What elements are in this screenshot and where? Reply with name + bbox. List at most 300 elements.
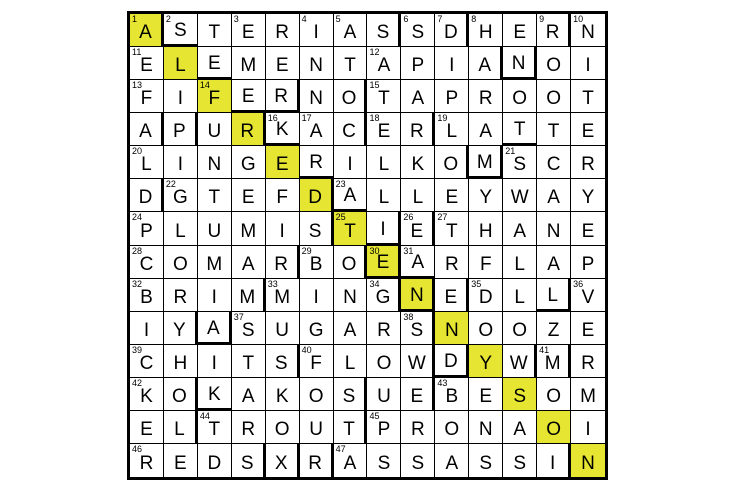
grid-cell-r13c1[interactable]	[130, 411, 164, 444]
grid-cell-r6c11[interactable]	[469, 179, 503, 212]
grid-cell-r13c7[interactable]	[334, 411, 368, 444]
grid-cell-r13c13[interactable]	[537, 411, 571, 444]
cell-letter: I	[313, 286, 319, 308]
grid-cell-r12c3[interactable]	[198, 378, 232, 411]
grid-cell-r10c4[interactable]	[232, 312, 266, 345]
cell-letter: S	[479, 453, 493, 474]
cell-letter: E	[581, 319, 595, 341]
grid-cell-r11c6[interactable]	[300, 345, 334, 378]
grid-cell-r11c1[interactable]	[130, 345, 164, 378]
cell-letter: I	[177, 154, 184, 176]
grid-cell-r9c7[interactable]	[334, 279, 368, 312]
grid-cell-r1c2[interactable]	[164, 14, 198, 47]
grid-cell-r3c10[interactable]	[435, 80, 469, 113]
grid-cell-r11c11[interactable]	[469, 345, 503, 378]
grid-cell-r9c3[interactable]	[198, 279, 232, 312]
grid-cell-r12c5[interactable]	[266, 378, 300, 411]
grid-cell-r5c14[interactable]	[571, 146, 605, 179]
grid-cell-r3c7[interactable]	[334, 80, 368, 113]
grid-cell-r14c1[interactable]	[130, 444, 164, 477]
grid-cell-r2c9[interactable]	[401, 47, 435, 80]
grid-cell-r4c12[interactable]	[503, 113, 537, 146]
cell-number: 44	[199, 410, 210, 421]
cell-letter: I	[585, 55, 591, 77]
cell-number: 12	[369, 47, 380, 58]
grid-cell-r7c9[interactable]	[401, 212, 435, 245]
grid-cell-r2c4[interactable]	[232, 47, 266, 80]
cell-letter: R	[308, 453, 322, 474]
cell-letter: E	[275, 55, 289, 77]
cell-letter: G	[172, 187, 188, 209]
grid-cell-r4c13[interactable]	[537, 113, 571, 146]
cell-letter: S	[342, 385, 356, 407]
grid-cell-r9c2[interactable]	[164, 279, 198, 312]
cell-letter: M	[580, 385, 596, 407]
grid-cell-r12c14[interactable]	[571, 378, 605, 411]
cell-letter: R	[581, 154, 595, 176]
grid-cell-r14c10[interactable]	[435, 444, 469, 477]
grid-cell-r10c1[interactable]	[130, 312, 164, 345]
grid-cell-r1c6[interactable]	[300, 14, 334, 47]
grid-cell-r13c11[interactable]	[469, 411, 503, 444]
cell-letter: N	[309, 55, 323, 77]
grid-cell-r12c2[interactable]	[164, 378, 198, 411]
grid-cell-r4c9[interactable]	[401, 113, 435, 146]
cell-letter: O	[443, 154, 459, 176]
grid-cell-r11c4[interactable]	[232, 345, 266, 378]
grid-cell-r14c8[interactable]	[367, 444, 401, 477]
cell-letter: R	[240, 121, 255, 143]
grid-cell-r12c12[interactable]	[503, 378, 537, 411]
grid-cell-r13c10[interactable]	[435, 411, 469, 444]
grid-cell-r3c3[interactable]	[198, 80, 232, 113]
grid-cell-r5c11[interactable]	[469, 146, 503, 179]
cell-letter: T	[208, 418, 221, 440]
grid-cell-r2c7[interactable]	[334, 47, 368, 80]
cell-letter: O	[478, 319, 494, 341]
grid-cell-r1c14[interactable]	[571, 14, 605, 47]
grid-cell-r10c9[interactable]	[401, 312, 435, 345]
cell-letter: C	[342, 121, 356, 143]
cell-letter: I	[143, 319, 150, 341]
cell-letter: T	[547, 121, 560, 143]
grid-cell-r6c12[interactable]	[503, 179, 537, 212]
grid-cell-r4c4[interactable]	[232, 113, 266, 146]
grid-cell-r7c4[interactable]	[232, 212, 266, 245]
grid-cell-r8c3[interactable]	[198, 246, 232, 279]
grid-cell-r8c1[interactable]	[130, 246, 164, 279]
grid-cell-r9c4[interactable]	[232, 279, 266, 312]
cell-letter: R	[309, 152, 323, 174]
cell-letter: T	[208, 187, 221, 209]
grid-cell-r14c4[interactable]	[232, 444, 266, 477]
grid-cell-r3c5[interactable]	[266, 80, 300, 113]
cell-letter: H	[173, 352, 188, 374]
grid-cell-r2c12[interactable]	[503, 47, 537, 80]
grid-cell-r12c4[interactable]	[232, 378, 266, 411]
grid-cell-r11c8[interactable]	[367, 345, 401, 378]
grid-cell-r11c2[interactable]	[164, 345, 198, 378]
cell-letter: C	[139, 253, 154, 275]
cell-number: 35	[471, 278, 482, 289]
grid-cell-r10c6[interactable]	[300, 312, 334, 345]
grid-cell-r8c2[interactable]	[164, 246, 198, 279]
cell-number: 27	[437, 212, 448, 223]
grid-cell-r11c10[interactable]	[435, 345, 469, 378]
cell-letter: F	[479, 253, 492, 275]
grid-cell-r13c2[interactable]	[164, 411, 198, 444]
cell-letter: F	[140, 88, 153, 110]
grid-cell-r4c7[interactable]	[334, 113, 368, 146]
cell-letter: E	[513, 22, 527, 44]
grid-cell-r2c3[interactable]	[198, 47, 232, 80]
cell-letter: I	[211, 286, 217, 308]
cell-letter: M	[239, 286, 256, 308]
grid-cell-r14c14[interactable]	[571, 444, 605, 477]
grid-cell-r1c4[interactable]	[232, 14, 266, 47]
grid-cell-r9c14[interactable]	[571, 279, 605, 312]
cell-number: 21	[505, 146, 516, 157]
cell-letter: B	[445, 385, 459, 407]
grid-cell-r6c3[interactable]	[198, 179, 232, 212]
cell-letter: L	[344, 352, 356, 374]
cell-letter: R	[377, 319, 391, 341]
grid-cell-r12c13[interactable]	[537, 378, 571, 411]
grid-cell-r6c2[interactable]	[164, 179, 198, 212]
cell-letter: Y	[173, 319, 186, 341]
grid-cell-r5c6[interactable]	[300, 146, 334, 179]
cell-letter: K	[275, 119, 289, 141]
cell-letter: T	[582, 88, 594, 110]
grid-cell-r2c5[interactable]	[266, 47, 300, 80]
grid-cell-r5c2[interactable]	[164, 146, 198, 179]
cell-letter: C	[139, 352, 154, 374]
cell-letter: I	[313, 22, 319, 44]
grid-cell-r11c7[interactable]	[334, 345, 368, 378]
grid-cell-r13c6[interactable]	[300, 411, 334, 444]
cell-letter: P	[411, 55, 425, 77]
cell-number: 42	[132, 377, 143, 388]
cell-letter: M	[240, 55, 257, 77]
grid-cell-r1c9[interactable]	[401, 14, 435, 47]
cell-letter: L	[547, 284, 558, 306]
grid-cell-r2c11[interactable]	[469, 47, 503, 80]
cell-letter: D	[478, 286, 493, 308]
cell-letter: V	[581, 286, 595, 308]
grid-cell-r3c2[interactable]	[164, 80, 198, 113]
grid-cell-r13c9[interactable]	[401, 411, 435, 444]
cell-number: 4	[301, 14, 307, 24]
grid-cell-r14c12[interactable]	[503, 444, 537, 477]
grid-cell-r2c14[interactable]	[571, 47, 605, 80]
cell-letter: S	[274, 352, 288, 374]
cell-number: 17	[301, 113, 312, 124]
grid-cell-r1c10[interactable]	[435, 14, 469, 47]
grid-cell-r13c3[interactable]	[198, 411, 232, 444]
grid-cell-r3c4[interactable]	[232, 80, 266, 113]
cell-letter: G	[240, 154, 256, 176]
cell-letter: A	[513, 220, 527, 242]
grid-cell-r4c10[interactable]	[435, 113, 469, 146]
cell-letter: U	[275, 319, 290, 341]
grid-cell-r7c6[interactable]	[300, 212, 334, 245]
grid-cell-r4c11[interactable]	[469, 113, 503, 146]
grid-cell-r8c7[interactable]	[334, 246, 368, 279]
grid-cell-r10c2[interactable]	[164, 312, 198, 345]
grid-cell-r6c4[interactable]	[232, 179, 266, 212]
grid-cell-r8c5[interactable]	[266, 246, 300, 279]
grid-cell-r5c13[interactable]	[537, 146, 571, 179]
cell-letter: W	[510, 187, 529, 209]
cell-letter: E	[140, 55, 153, 77]
grid-cell-r6c9[interactable]	[401, 179, 435, 212]
grid-cell-r7c5[interactable]	[266, 212, 300, 245]
grid-cell-r1c8[interactable]	[367, 14, 401, 47]
cell-letter: D	[308, 187, 322, 209]
cell-letter: K	[275, 385, 289, 407]
grid-cell-r10c11[interactable]	[469, 312, 503, 345]
grid-cell-r4c8[interactable]	[367, 113, 401, 146]
grid-cell-r5c5[interactable]	[266, 146, 300, 179]
grid-cell-r3c12[interactable]	[503, 80, 537, 113]
grid-cell-r5c1[interactable]	[130, 146, 164, 179]
grid-cell-r11c3[interactable]	[198, 345, 232, 378]
grid-cell-r4c14[interactable]	[571, 113, 605, 146]
grid-cell-r6c13[interactable]	[537, 179, 571, 212]
grid-cell-r3c11[interactable]	[469, 80, 503, 113]
cell-letter: N	[581, 22, 595, 44]
grid-cell-r14c2[interactable]	[164, 444, 198, 477]
cell-letter: T	[344, 55, 356, 77]
grid-cell-r10c3[interactable]	[198, 312, 232, 345]
grid-cell-r12c6[interactable]	[300, 378, 334, 411]
cell-letter: B	[309, 253, 323, 275]
grid-cell-r1c5[interactable]	[266, 14, 300, 47]
grid-cell-r9c5[interactable]	[266, 279, 300, 312]
cell-letter: S	[513, 385, 527, 407]
grid-cell-r4c1[interactable]	[130, 113, 164, 146]
grid-cell-r14c5[interactable]	[266, 444, 300, 477]
cell-letter: I	[211, 352, 217, 374]
cell-letter: L	[378, 187, 390, 209]
grid-cell-r9c8[interactable]	[367, 279, 401, 312]
grid-cell-r5c3[interactable]	[198, 146, 232, 179]
grid-cell-r12c9[interactable]	[401, 378, 435, 411]
grid-cell-r2c10[interactable]	[435, 47, 469, 80]
cell-number: 13	[132, 80, 143, 91]
grid-cell-r7c8[interactable]	[367, 212, 401, 245]
grid-cell-r5c9[interactable]	[401, 146, 435, 179]
grid-cell-r1c12[interactable]	[503, 14, 537, 47]
grid-cell-r12c1[interactable]	[130, 378, 164, 411]
grid-cell-r11c14[interactable]	[571, 345, 605, 378]
grid-cell-r7c12[interactable]	[503, 212, 537, 245]
cell-letter: N	[309, 88, 323, 110]
cell-number: 46	[132, 443, 143, 454]
grid-cell-r9c13[interactable]	[537, 279, 571, 312]
grid-cell-r2c6[interactable]	[300, 47, 334, 80]
cell-letter: E	[410, 220, 424, 242]
cell-letter: O	[341, 253, 357, 275]
grid-cell-r3c9[interactable]	[401, 80, 435, 113]
grid-cell-r8c6[interactable]	[300, 246, 334, 279]
grid-cell-r10c10[interactable]	[435, 312, 469, 345]
grid-cell-r5c8[interactable]	[367, 146, 401, 179]
grid-cell-r7c2[interactable]	[164, 212, 198, 245]
grid-cell-r2c1[interactable]	[130, 47, 164, 80]
cell-letter: T	[208, 22, 221, 44]
grid-cell-r7c11[interactable]	[469, 212, 503, 245]
cell-number: 40	[301, 344, 312, 355]
grid-cell-r10c5[interactable]	[266, 312, 300, 345]
grid-cell-r13c4[interactable]	[232, 411, 266, 444]
grid-cell-r10c7[interactable]	[334, 312, 368, 345]
cell-letter: W	[407, 352, 426, 374]
grid-cell-r2c8[interactable]	[367, 47, 401, 80]
grid-cell-r6c7[interactable]	[334, 179, 368, 212]
cell-letter: L	[446, 121, 458, 143]
grid-cell-r13c14[interactable]	[571, 411, 605, 444]
cell-letter: E	[377, 121, 391, 143]
grid-cell-r6c5[interactable]	[266, 179, 300, 212]
grid-cell-r8c8[interactable]	[367, 246, 401, 279]
grid-cell-r5c7[interactable]	[334, 146, 368, 179]
grid-cell-r14c6[interactable]	[300, 444, 334, 477]
cell-letter: O	[172, 253, 188, 275]
grid-cell-r1c7[interactable]	[334, 14, 368, 47]
grid-cell-r3c14[interactable]	[571, 80, 605, 113]
grid-cell-r9c10[interactable]	[435, 279, 469, 312]
grid-cell-r2c13[interactable]	[537, 47, 571, 80]
grid-cell-r12c8[interactable]	[367, 378, 401, 411]
cell-letter: R	[173, 286, 188, 308]
cell-letter: T	[242, 352, 255, 374]
grid-cell-r13c12[interactable]	[503, 411, 537, 444]
cell-letter: N	[207, 154, 222, 176]
cell-letter: T	[378, 88, 390, 110]
grid-cell-r10c12[interactable]	[503, 312, 537, 345]
cell-letter: L	[412, 187, 424, 209]
grid-cell-r6c8[interactable]	[367, 179, 401, 212]
grid-cell-r10c13[interactable]	[537, 312, 571, 345]
grid-cell-r12c7[interactable]	[334, 378, 368, 411]
grid-cell-r4c2[interactable]	[164, 113, 198, 146]
grid-cell-r3c8[interactable]	[367, 80, 401, 113]
grid-cell-r1c3[interactable]	[198, 14, 232, 47]
grid-cell-r6c6[interactable]	[300, 179, 334, 212]
cell-letter: M	[544, 352, 561, 374]
grid-cell-r7c13[interactable]	[537, 212, 571, 245]
grid-cell-r1c1[interactable]	[130, 14, 164, 47]
cell-number: 47	[335, 443, 346, 454]
grid-cell-r11c5[interactable]	[266, 345, 300, 378]
grid-cell-r6c10[interactable]	[435, 179, 469, 212]
cell-letter: H	[478, 220, 493, 242]
cell-letter: T	[343, 418, 355, 440]
grid-cell-r7c1[interactable]	[130, 212, 164, 245]
grid-cell-r5c10[interactable]	[435, 146, 469, 179]
grid-cell-r11c9[interactable]	[401, 345, 435, 378]
cell-letter: R	[274, 253, 289, 275]
grid-cell-r4c3[interactable]	[198, 113, 232, 146]
cell-number: 29	[301, 245, 312, 256]
grid-cell-r4c6[interactable]	[300, 113, 334, 146]
grid-cell-r10c8[interactable]	[367, 312, 401, 345]
grid-cell-r7c3[interactable]	[198, 212, 232, 245]
grid-cell-r5c12[interactable]	[503, 146, 537, 179]
grid-cell-r8c14[interactable]	[571, 246, 605, 279]
cell-letter: G	[375, 286, 391, 308]
grid-cell-r11c13[interactable]	[537, 345, 571, 378]
cell-letter: Y	[581, 187, 595, 209]
cell-number: 28	[132, 245, 143, 256]
grid-cell-r8c11[interactable]	[469, 246, 503, 279]
cell-letter: N	[546, 220, 561, 242]
grid-cell-r7c7[interactable]	[334, 212, 368, 245]
grid-cell-r7c14[interactable]	[571, 212, 605, 245]
grid-cell-r1c13[interactable]	[537, 14, 571, 47]
grid-cell-r9c6[interactable]	[300, 279, 334, 312]
grid-cell-r7c10[interactable]	[435, 212, 469, 245]
grid-cell-r10c14[interactable]	[571, 312, 605, 345]
grid-cell-r6c14[interactable]	[571, 179, 605, 212]
cell-number: 26	[403, 212, 414, 223]
grid-cell-r14c9[interactable]	[401, 444, 435, 477]
grid-cell-r1c11[interactable]	[469, 14, 503, 47]
grid-cell-r8c13[interactable]	[537, 246, 571, 279]
cell-number: 3	[233, 14, 239, 24]
grid-cell-r14c13[interactable]	[537, 444, 571, 477]
grid-cell-r13c8[interactable]	[367, 411, 401, 444]
cell-letter: O	[171, 385, 187, 407]
grid-cell-r9c11[interactable]	[469, 279, 503, 312]
cell-letter: R	[241, 418, 256, 440]
grid-cell-r14c7[interactable]	[334, 444, 368, 477]
grid-cell-r14c3[interactable]	[198, 444, 232, 477]
grid-cell-r8c12[interactable]	[503, 246, 537, 279]
grid-cell-r6c1[interactable]	[130, 179, 164, 212]
grid-cell-r4c5[interactable]	[266, 113, 300, 146]
grid-cell-r8c10[interactable]	[435, 246, 469, 279]
cell-letter: A	[343, 185, 357, 207]
cell-number: 23	[335, 179, 346, 190]
grid-cell-r2c2[interactable]	[164, 47, 198, 80]
grid-cell-r9c12[interactable]	[503, 279, 537, 312]
grid-cell-r8c9[interactable]	[401, 246, 435, 279]
cell-letter: A	[343, 453, 357, 474]
cell-number: 32	[132, 278, 143, 289]
grid-cell-r9c1[interactable]	[130, 279, 164, 312]
cell-letter: A	[479, 121, 493, 143]
cell-number: 16	[267, 113, 278, 124]
cell-letter: S	[513, 453, 527, 474]
grid-cell-r3c6[interactable]	[300, 80, 334, 113]
grid-cell-r3c1[interactable]	[130, 80, 164, 113]
grid-cell-r8c4[interactable]	[232, 246, 266, 279]
cell-letter: L	[175, 220, 186, 242]
cell-letter: P	[581, 253, 595, 275]
grid-cell-r14c11[interactable]	[469, 444, 503, 477]
grid-cell-r13c5[interactable]	[266, 411, 300, 444]
grid-cell-r3c13[interactable]	[537, 80, 571, 113]
grid-cell-r12c11[interactable]	[469, 378, 503, 411]
cell-letter: N	[511, 53, 526, 75]
cell-letter: W	[509, 352, 528, 374]
grid-cell-r9c9[interactable]	[401, 279, 435, 312]
grid-cell-r12c10[interactable]	[435, 378, 469, 411]
grid-cell-r5c4[interactable]	[232, 146, 266, 179]
grid-cell-r11c12[interactable]	[503, 345, 537, 378]
